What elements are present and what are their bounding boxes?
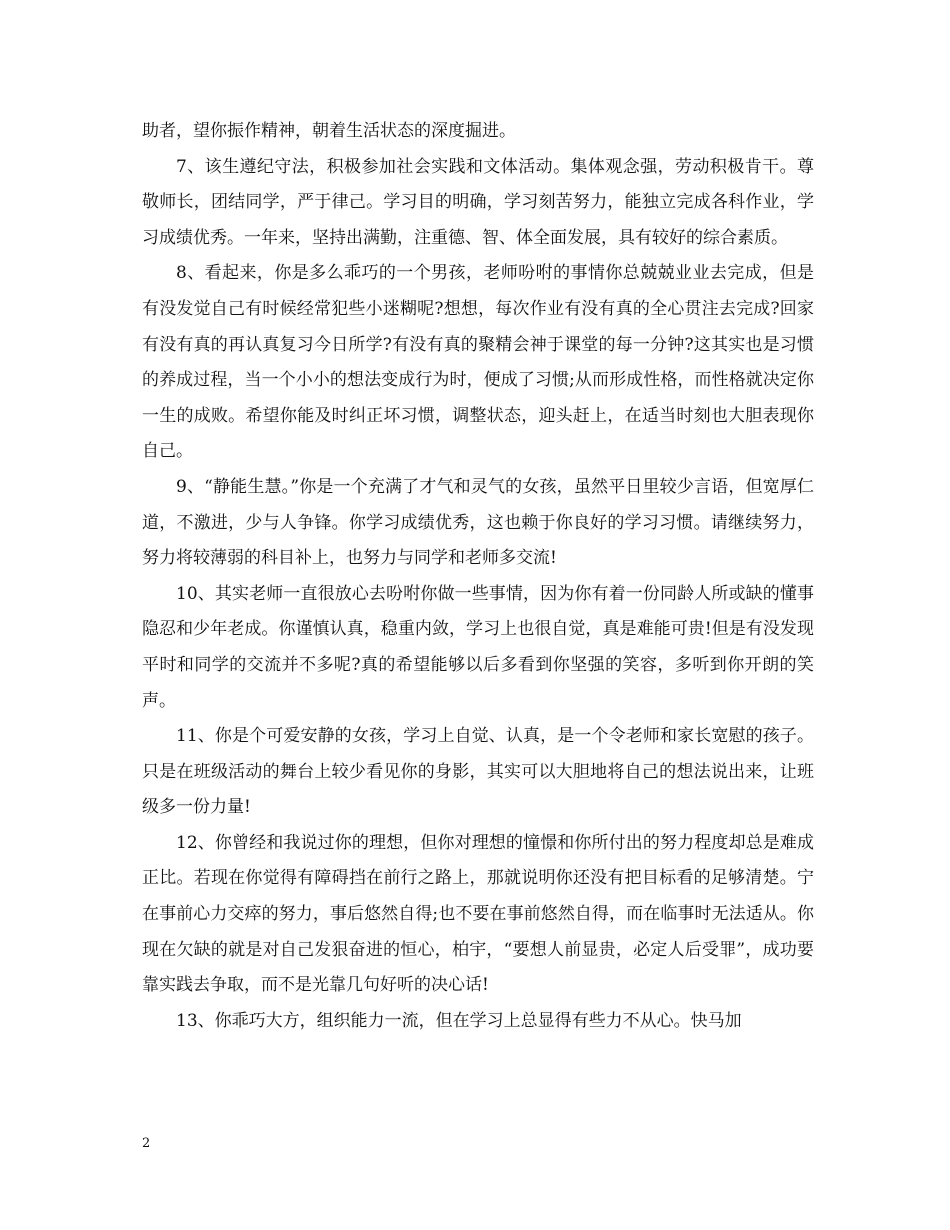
paragraph-10: 10、其实老师一直很放心去吩咐你做一些事情，因为你有着一份同龄人所或缺的懂事隐忍和少年老成。你谨慎认真，稳重内敛，学习上也很自觉，真是难能可贵!但是有没发现平时和同学的交流并不多呢?真的希望能够以后多看到你坚强的笑容，多听到你开朗的笑声。 (142, 583, 814, 711)
paragraph-7: 7、该生遵纪守法，积极参加社会实践和文体活动。集体观念强，劳动积极肯干。尊敬师长，团结同学，严于律己。学习目的明确，学习刻苦努力，能独立完成各科作业，学习成绩优秀。一年来，坚持出满勤，注重德、智、体全面发展，具有较好的综合素质。 (142, 156, 814, 248)
paragraph-11: 11、你是个可爱安静的女孩，学习上自觉、认真，是一个令老师和家长宽慰的孩子。只是在班级活动的舞台上较少看见你的身影，其实可以大胆地将自己的想法说出来，让班级多一份力量! (142, 726, 814, 818)
paragraph-8: 8、看起来，你是多么乖巧的一个男孩，老师吩咐的事情你总兢兢业业去完成，但是有没发觉自己有时候经常犯些小迷糊呢?想想，每次作业有没有真的全心贯注去完成?回家有没有真的再认真复习今日所学?有没有真的聚精会神于课堂的每一分钟?这其实也是习惯的养成过程，当一个小小的想法变成行为时，便成了习惯;从而形成性格，而性格就决定你一生的成败。希望你能及时纠正坏习惯，调整状态，迎头赶上，在适当时刻也大胆表现你自己。 (142, 263, 814, 462)
document-body (142, 114, 814, 1039)
paragraph-continued: 助者，望你振作精神，朝着生活状态的深度掘进。 (142, 121, 516, 141)
page-number: 2 (142, 1136, 151, 1151)
paragraph-12: 12、你曾经和我说过你的理想，但你对理想的憧憬和你所付出的努力程度却总是难成正比。若现在你觉得有障碍挡在前行之路上，那就说明你还没有把目标看的足够清楚。宁在事前心力交瘁的努力，事后悠然自得;也不要在事前悠然自得，而在临事时无法适从。你现在欠缺的就是对自己发狠奋进的恒心，柏宇，“要想人前显贵，必定人后受罪”，成功要靠实践去争取，而不是光靠几句好听的决心话! (142, 832, 814, 996)
paragraph-9: 9、“静能生慧。”你是一个充满了才气和灵气的女孩，虽然平日里较少言语，但宽厚仁道，不激进，少与人争锋。你学习成绩优秀，这也赖于你良好的学习习惯。请继续努力，努力将较薄弱的科目补上，也努力与同学和老师多交流! (142, 476, 814, 569)
paragraph-13: 13、你乖巧大方，组织能力一流，但在学习上总显得有些力不从心。快马加 (176, 1010, 742, 1031)
